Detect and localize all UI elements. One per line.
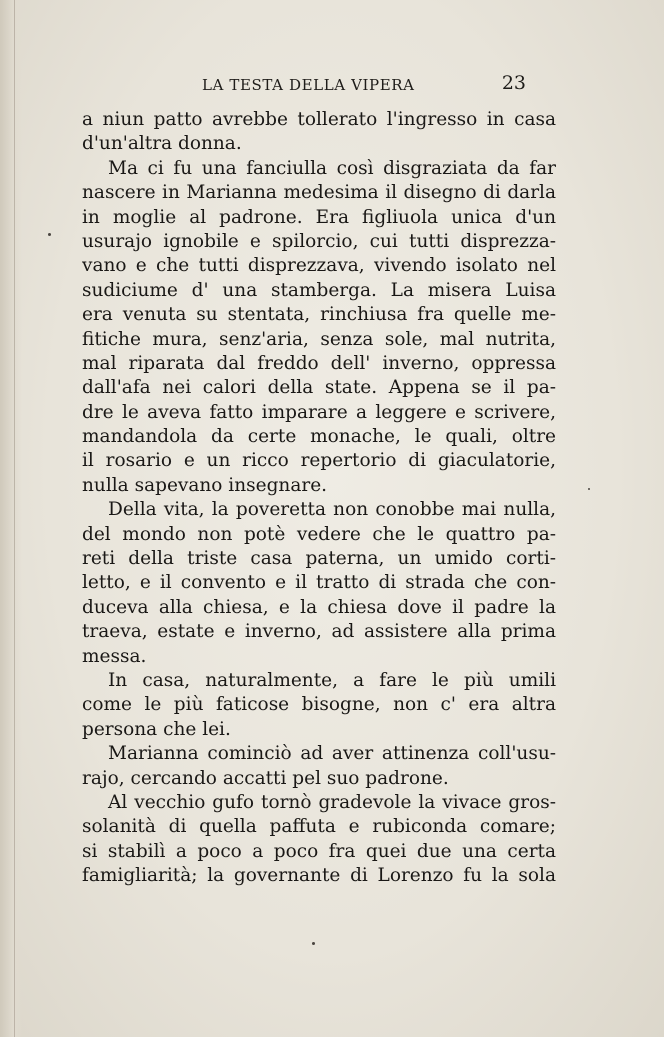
text-line: d'un'altra donna.	[82, 133, 242, 155]
text-line: persona che lei.	[82, 718, 231, 740]
running-title: LA TESTA DELLA VIPERA	[202, 76, 415, 94]
page-gutter-shadow	[0, 0, 22, 1037]
text-line: vano e che tutti disprezzava, vivendo isolato nel	[82, 255, 556, 277]
text-line: solanità di quella paffuta e rubiconda comare;	[82, 816, 556, 838]
running-head	[82, 72, 542, 98]
paper-speck	[588, 488, 590, 490]
text-line: dall'afa nei calori della state. Appena se il pa-	[82, 377, 556, 399]
text-line: In casa, naturalmente, a fare le più umili	[108, 669, 556, 691]
paper-speck	[312, 942, 315, 945]
text-line: duceva alla chiesa, e la chiesa dove il padre la	[82, 596, 556, 618]
text-line: Marianna cominciò ad aver attinenza coll'usu-	[108, 743, 556, 765]
paper-speck	[48, 233, 51, 236]
text-line: reti della triste casa paterna, un umido corti-	[82, 548, 556, 570]
text-line: letto, e il convento e il tratto di strada che con-	[82, 572, 556, 594]
text-line: dre le aveva fatto imparare a leggere e scrivere,	[82, 401, 556, 423]
text-line: Al vecchio gufo tornò gradevole la vivace gros-	[108, 791, 556, 813]
text-line: Della vita, la poveretta non conobbe mai nulla,	[108, 499, 556, 521]
text-line: Ma ci fu una fanciulla così disgraziata da far	[108, 157, 556, 179]
text-line: messa.	[82, 645, 147, 667]
text-line: in moglie al padrone. Era figliuola unica d'un	[82, 206, 556, 228]
text-line: rajo, cercando accatti pel suo padrone.	[82, 767, 449, 789]
text-line: nascere in Marianna medesima il disegno di darla	[82, 182, 556, 204]
text-line: a niun patto avrebbe tollerato l'ingresso in casa	[82, 109, 556, 130]
text-line: mandandola da certe monache, le quali, oltre	[82, 426, 556, 448]
text-line: mal riparata dal freddo dell' inverno, oppressa	[82, 352, 556, 374]
text-line: come le più faticose bisogne, non c' era altra	[82, 694, 556, 716]
text-line: fitiche mura, senz'aria, senza sole, mal nutrita,	[82, 328, 556, 350]
text-line: era venuta su stentata, rinchiusa fra quelle me-	[82, 304, 556, 326]
text-line: usurajo ignobile e spilorcio, cui tutti disprezza-	[82, 230, 556, 252]
text-line: sudiciume d' una stamberga. La misera Luisa	[82, 279, 556, 301]
text-line: famigliarità; la governante di Lorenzo fu la sola	[82, 865, 556, 887]
text-line: traeva, estate e inverno, ad assistere alla prima	[82, 621, 556, 643]
body-text	[82, 108, 556, 889]
text-line: si stabilì a poco a poco fra quei due una certa	[82, 840, 556, 862]
text-line: nulla sapevano insegnare.	[82, 474, 328, 496]
page-gutter-line	[14, 0, 15, 1037]
page-number: 23	[501, 72, 526, 94]
text-line: del mondo non potè vedere che le quattro pa-	[82, 523, 556, 545]
text-line: il rosario e un ricco repertorio di giaculatorie,	[82, 450, 556, 472]
